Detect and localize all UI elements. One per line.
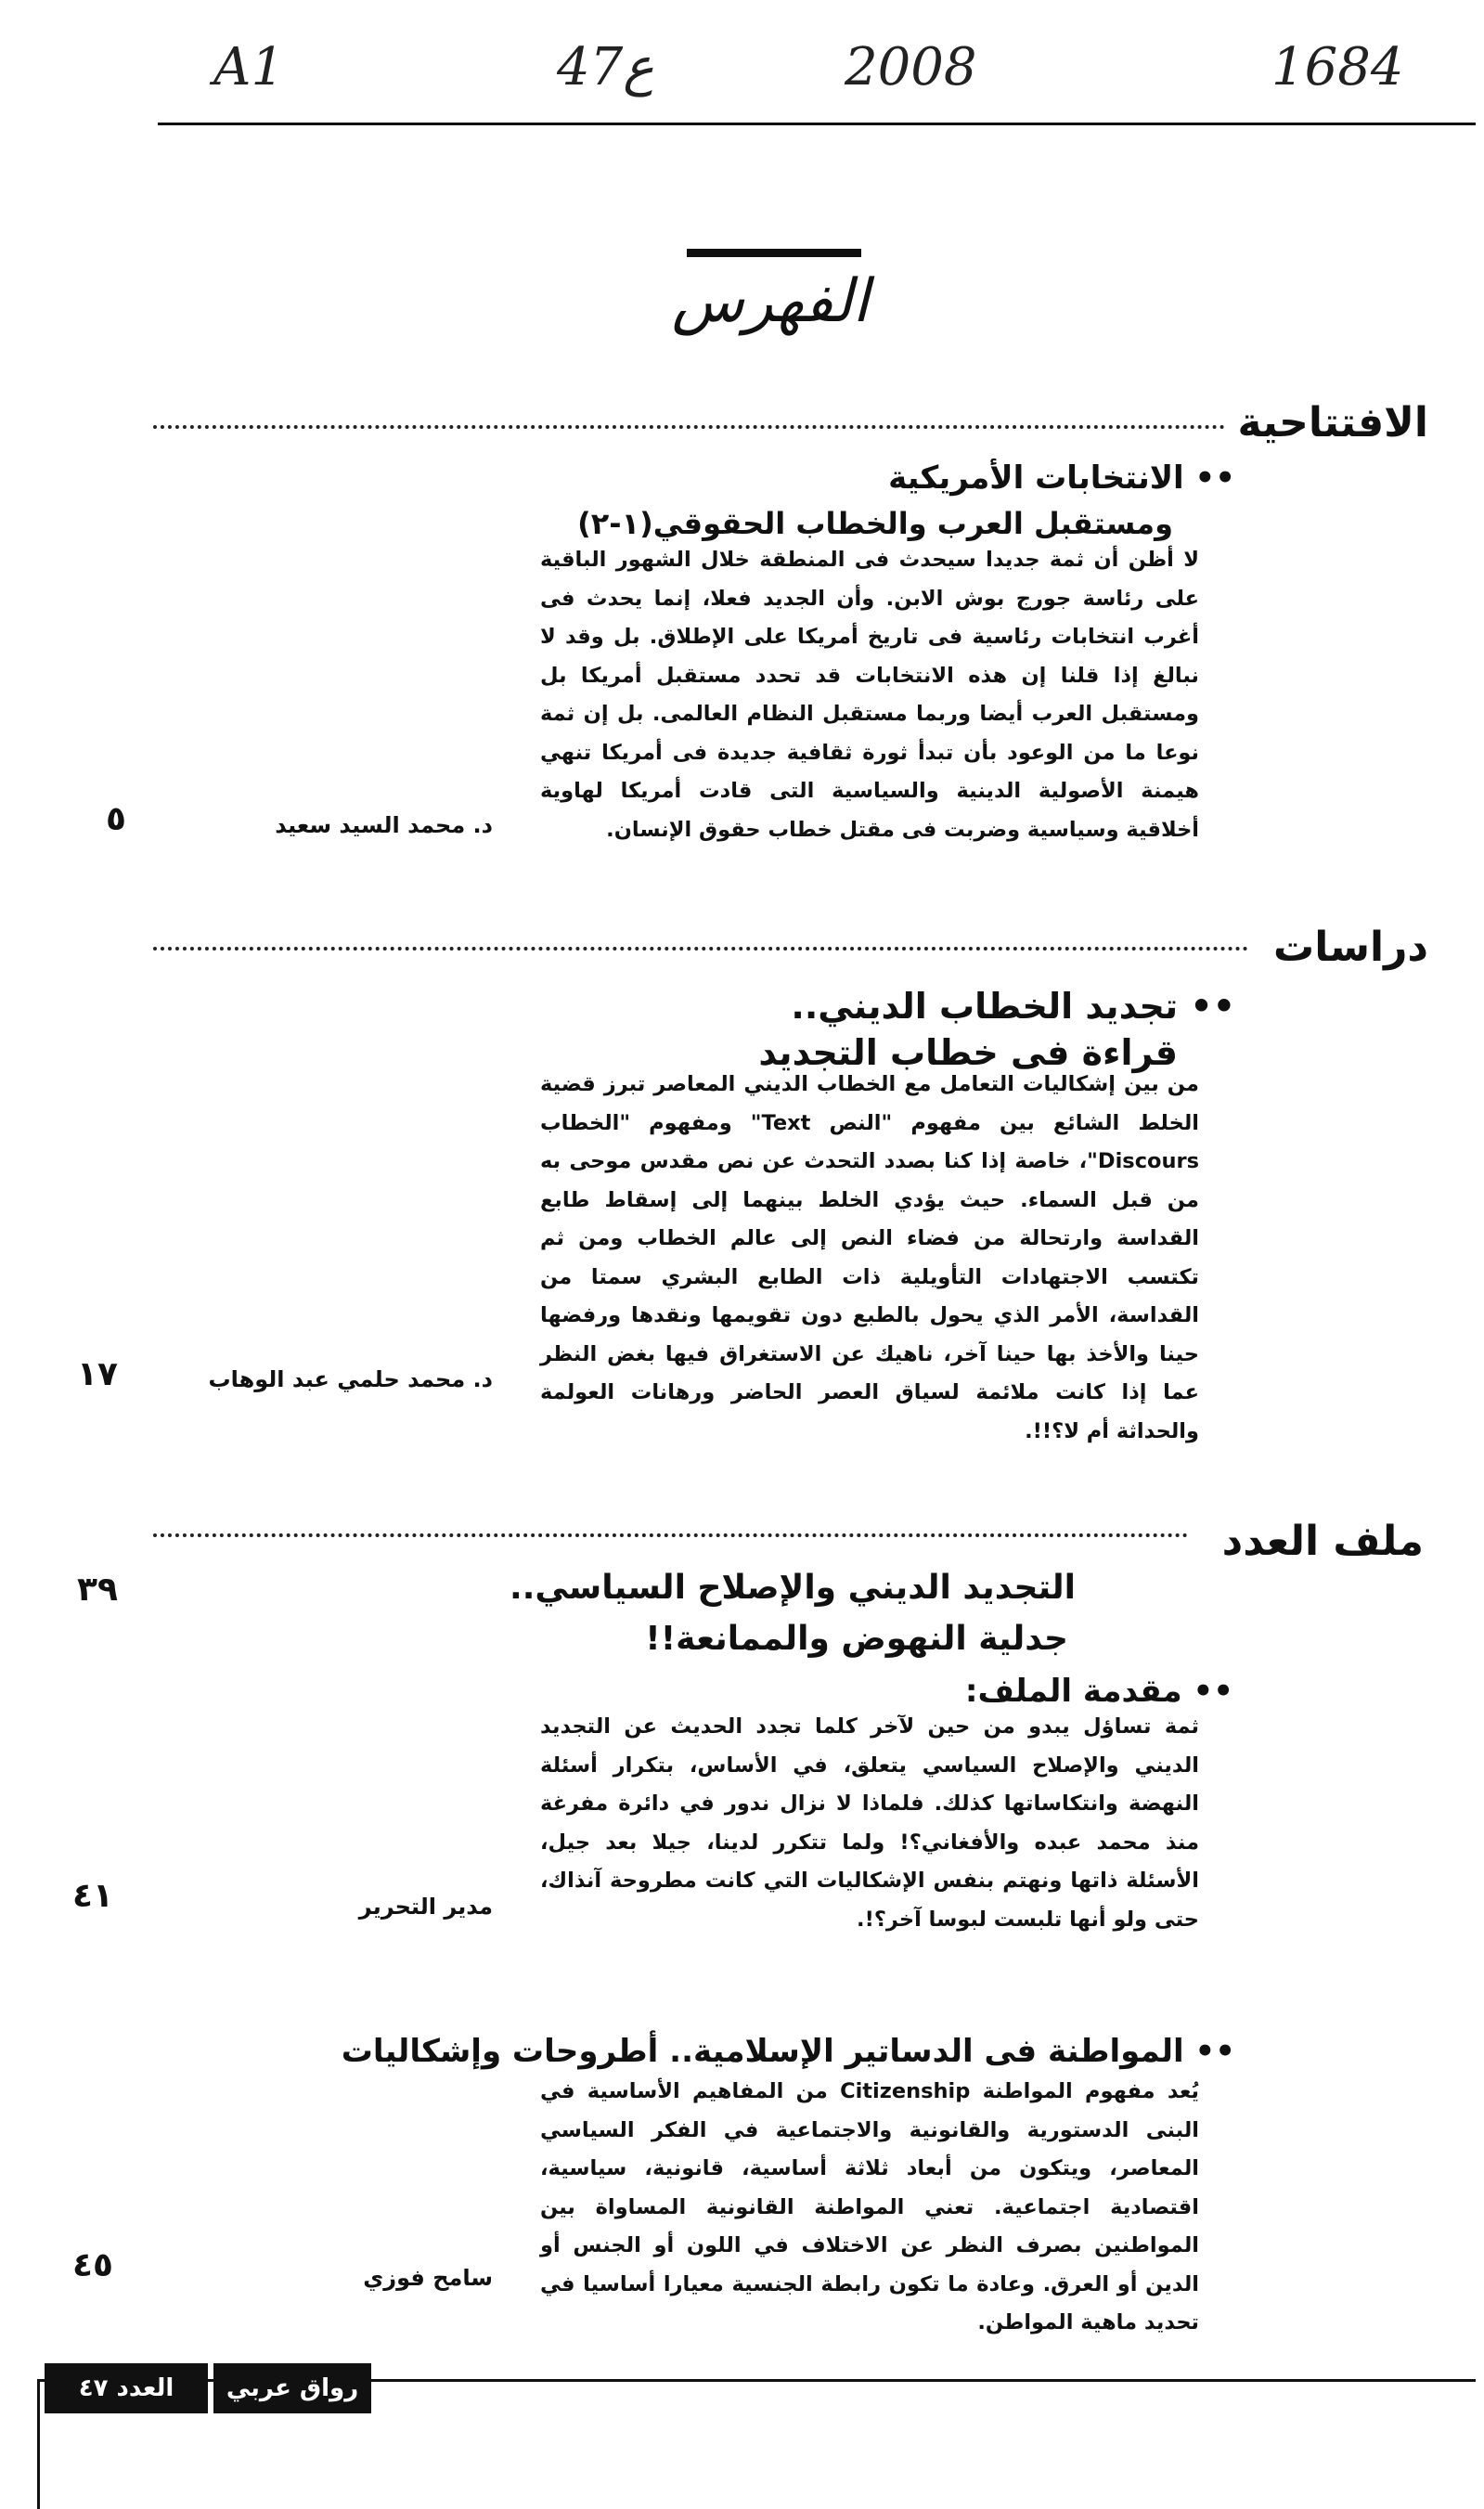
article-subtitle: ومستقبل العرب والخطاب الحقوقي(١-٢) <box>577 506 1173 541</box>
section-label-editorial: الافتتاحية <box>1237 399 1428 446</box>
section-divider-issue-file <box>153 1533 1188 1537</box>
header-mark-2: 47ع <box>557 37 654 97</box>
article-author: سامح فوزي <box>363 2265 493 2291</box>
section-divider-editorial <box>153 425 1225 429</box>
footer-magazine: رواق عربي <box>213 2363 371 2413</box>
section-label-issue-file: ملف العدد <box>1221 1518 1424 1565</box>
title-bar <box>687 249 861 257</box>
page-title: الفهرس <box>671 267 870 336</box>
page-number: ٤٥ <box>72 2246 113 2284</box>
article-title: •• الانتخابات الأمريكية <box>888 459 1235 497</box>
page-number: ٣٩ <box>77 1571 118 1609</box>
header-mark-4: 1684 <box>1271 37 1404 97</box>
article-author: د. محمد حلمي عبد الوهاب <box>208 1366 493 1392</box>
article-title: •• تجديد الخطاب الديني.. <box>791 986 1235 1027</box>
article-author: مدير التحرير <box>358 1894 493 1920</box>
article-abstract: لا أظن أن ثمة جديدا سيحدث فى المنطقة خلال الشهور الباقية على رئاسة جورج بوش الابن. وأن الجديد فعلا، إنما يحدث فى أغرب انتخابات رئاسية فى تاريخ أمريكا على الإطلاق. بل وقد لا نبالغ إذا قلنا إن هذه الانتخابات قد تحدد مستقبل أمريكا بل ومستقبل العرب أيضا وربما مستقبل النظام العالمى. بل إن ثمة نوعا ما من الوعود بأن تبدأ ثورة ثقافية جديدة فى أمريكا تنهي هيمنة الأصولية الدينية والسياسية التى قادت أمريكا لهاوية أخلاقية وسياسية وضربت فى مقتل خطاب حقوق الإنسان. <box>540 548 1199 842</box>
header-mark-3: 2008 <box>845 37 977 97</box>
footer-frame-left <box>37 2379 40 2509</box>
section-label-studies: دراسات <box>1273 924 1428 971</box>
section-divider-studies <box>153 947 1248 951</box>
article-title: •• المواطنة فى الدساتير الإسلامية.. أطروحات وإشكاليات <box>341 2033 1235 2070</box>
header-mark-1: A1 <box>213 37 285 97</box>
file-subtitle: جدلية النهوض والممانعة!! <box>645 1620 1068 1658</box>
article-abstract: يُعد مفهوم المواطنة Citizenship من المفاهيم الأساسية في البنى الدستورية والقانونية والاجتماعية في الفكر السياسي المعاصر، ويتكون من أبعاد ثلاثة أساسية، قانونية، سياسية، اقتصادية اجتماعية. تعني المواطنة القانونية المساواة بين المواطنين بصرف النظر عن الاختلاف في اللون أو الجنس أو الدين أو العرق. وعادة ما تكون رابطة الجنسية معيارا أساسيا في تحديد ماهية المواطن. <box>540 2079 1199 2334</box>
file-title: التجديد الديني والإصلاح السياسي.. <box>510 1569 1076 1607</box>
page-number: ٥ <box>106 800 126 838</box>
article-abstract: من بين إشكاليات التعامل مع الخطاب الديني المعاصر تبرز قضية الخلط الشائع بين مفهوم "النص Text" ومفهوم "الخطاب Discours"، خاصة إذا كنا بصدد التحدث عن نص مقدس موحى به من قبل السماء. حيث يؤدي الخلط بينهما إلى إسقاط طابع القداسة وارتحالة من فضاء النص إلى عالم الخطاب ومن ثم تكتسب الاجتهادات التأويلية ذات الطابع البشري سمتا من القداسة، الأمر الذي يحول بالطبع دون تقويمها ونقدها ورفضها حينا والأخذ بها حينا آخر، ناهيك عن الاستغراق فيها بغض النظر عما إذا كانت ملائمة لسياق العصر الحاضر ورهانات العولمة والحداثة أم لا؟!!. <box>540 1072 1199 1443</box>
article-subtitle: قراءة فى خطاب التجديد <box>758 1032 1178 1073</box>
header-rule <box>158 123 1476 125</box>
article-title: •• مقدمة الملف: <box>964 1673 1233 1710</box>
footer-issue: العدد ٤٧ <box>45 2363 208 2413</box>
page-number: ٤١ <box>72 1877 113 1915</box>
page-number: ١٧ <box>77 1355 118 1393</box>
article-abstract: ثمة تساؤل يبدو من حين لآخر كلما تجدد الحديث عن التجديد الديني والإصلاح السياسي يتعلق، في الأساس، بتكرار أسئلة النهضة وانتكاساتها كذلك. فلماذا لا نزال ندور في دائرة مفرغة منذ محمد عبده والأفغاني؟! ولما تتكرر لدينا، جيلا بعد جيل، الأسئلة ذاتها ونهتم بنفس الإشكاليات التي كانت مطروحة آنذاك، حتى ولو أنها تلبست لبوسا آخر؟!. <box>540 1714 1199 1932</box>
article-author: د. محمد السيد سعيد <box>275 812 493 838</box>
